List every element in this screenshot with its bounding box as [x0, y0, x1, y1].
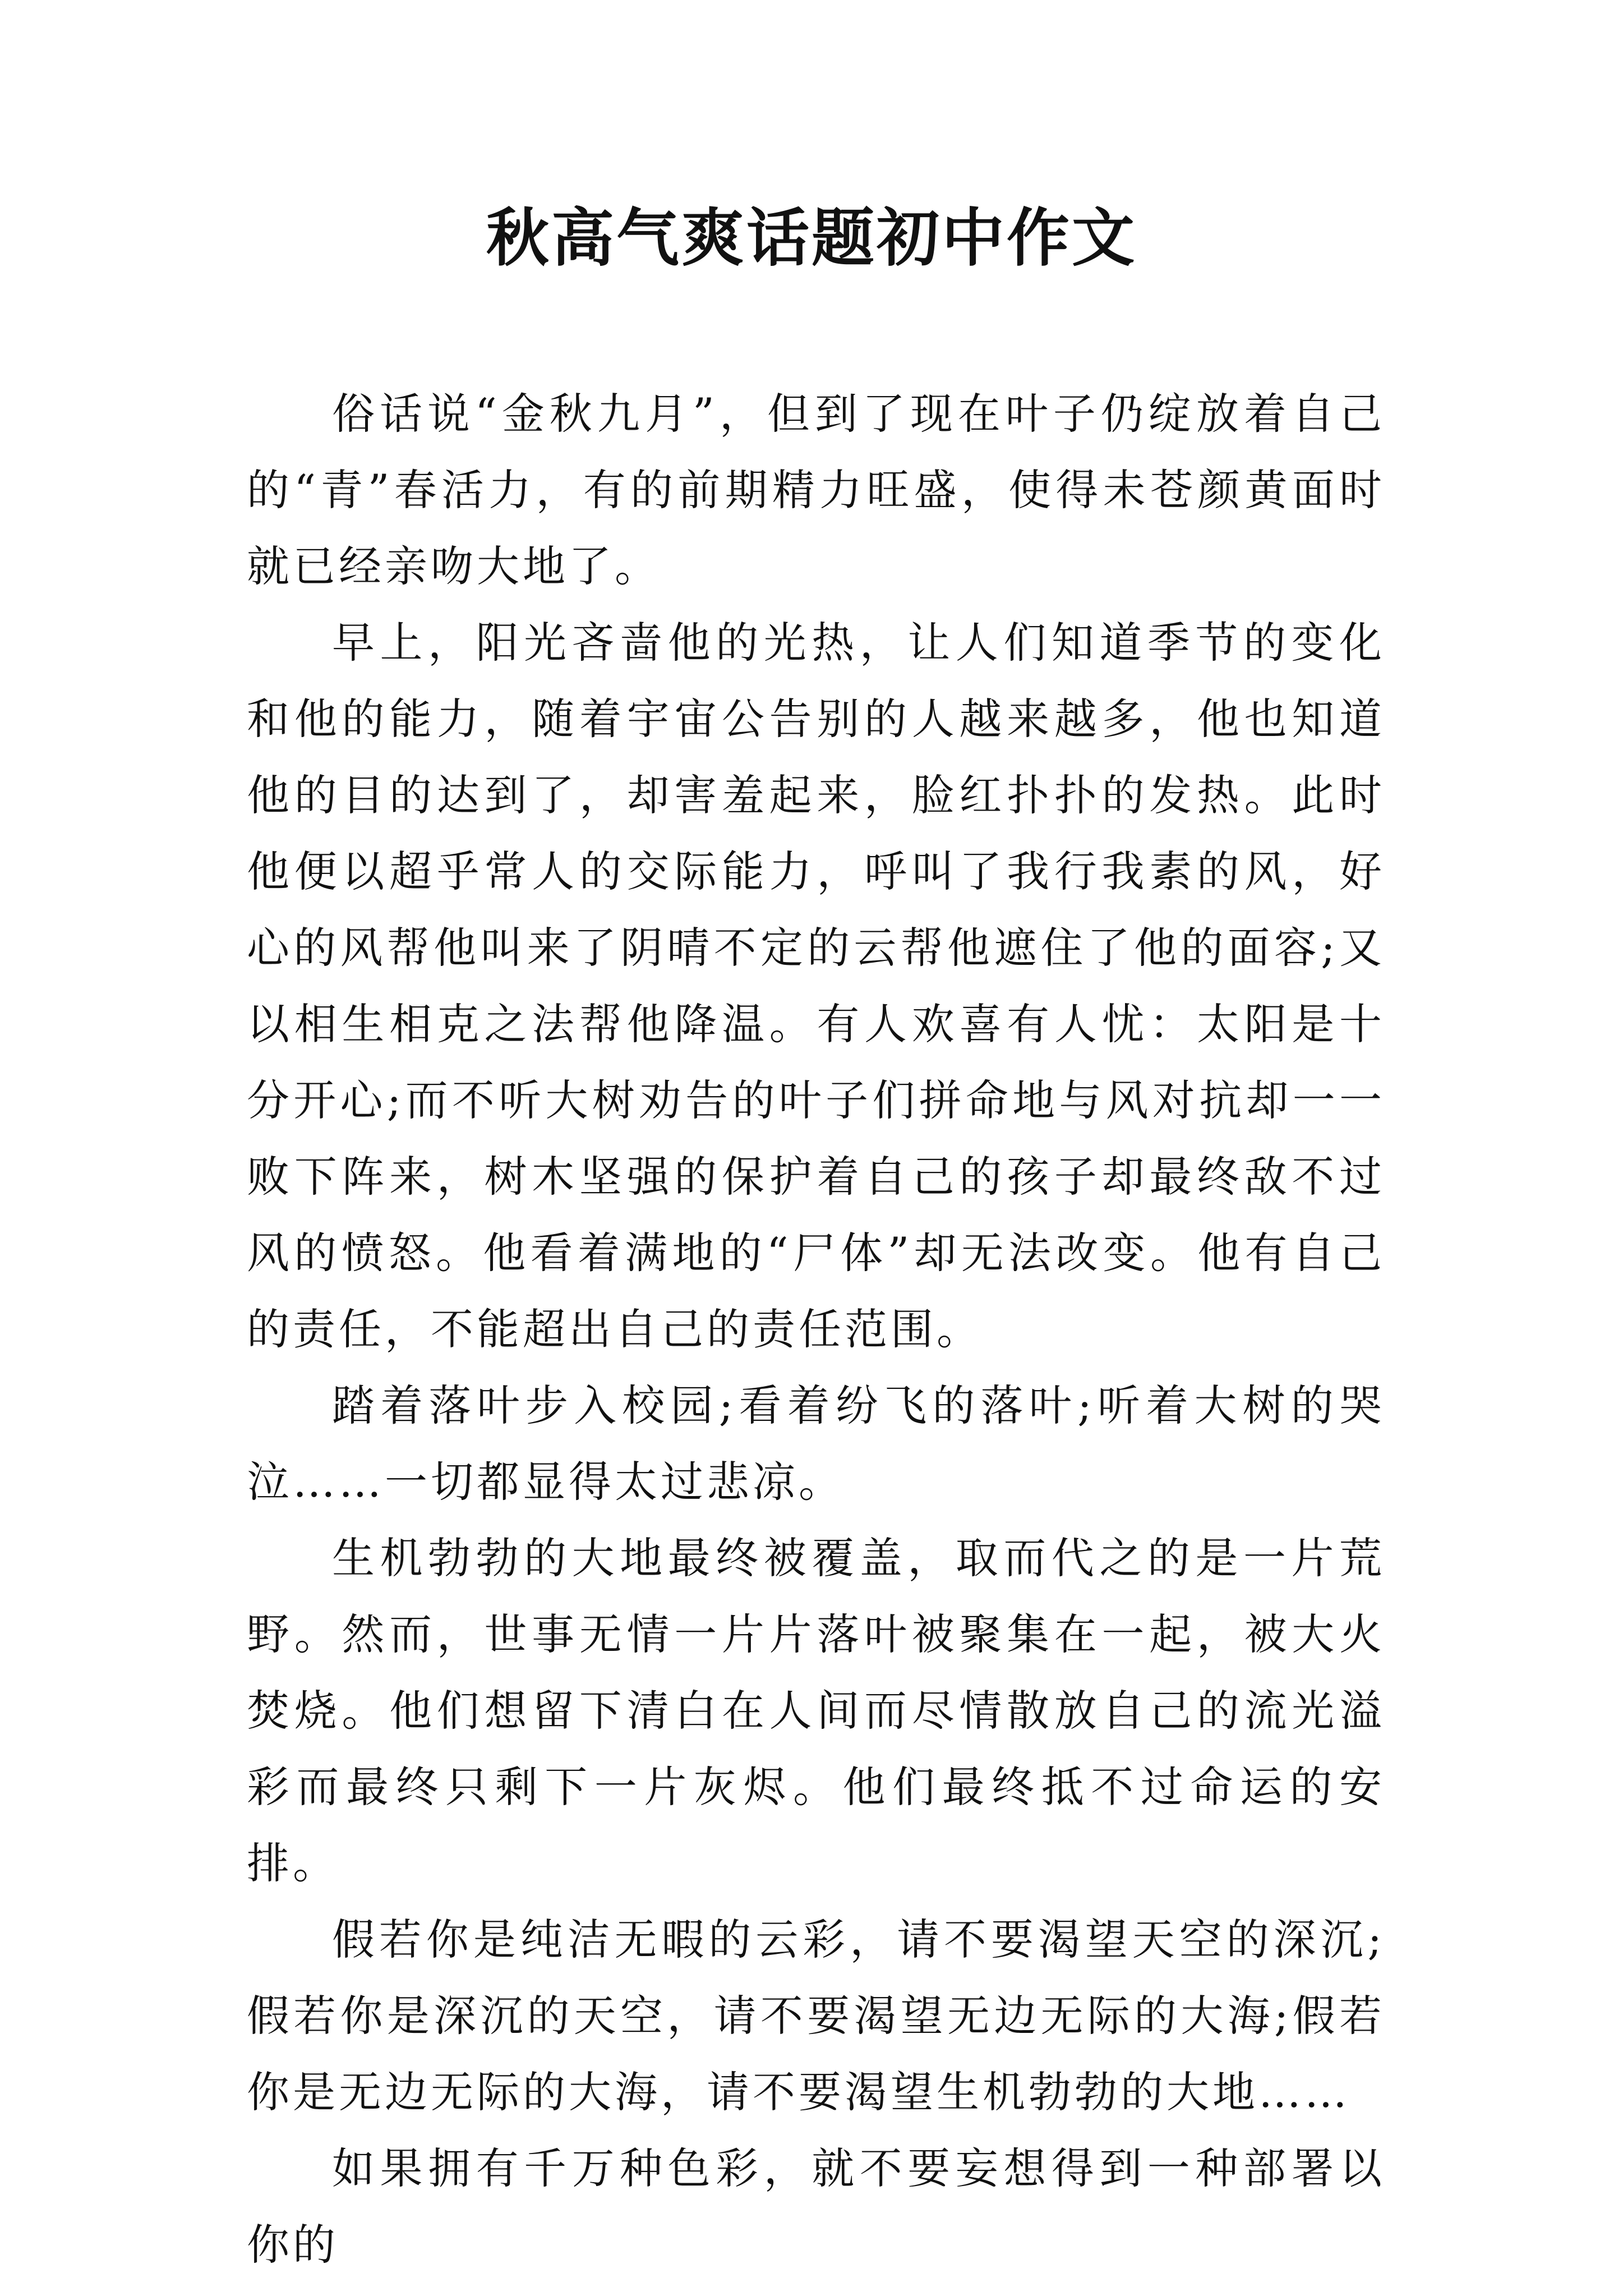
document-title: 秋高气爽话题初中作文 [486, 201, 1137, 275]
paragraph: 生机勃勃的大地最终被覆盖，取而代之的是一片荒野。然而，世事无情一片片落叶被聚集在一起，被大火焚烧。他们想留下清白在人间而尽情散放自己的流光溢彩而最终只剩下一片灰烬。他们最终抵不过命运的安排。 [247, 1533, 1385, 1888]
paragraph: 俗话说“金秋九月”，但到了现在叶子仍绽放着自己的“青”春活力，有的前期精力旺盛，使得未苍颜黄面时就已经亲吻大地了。 [247, 389, 1385, 591]
paragraph: 早上，阳光吝啬他的光热，让人们知道季节的变化和他的能力，随着宇宙公告别的人越来越多，他也知道他的目的达到了，却害羞起来，脸红扑扑的发热。此时他便以超乎常人的交际能力，呼叫了我行我素的风，好心的风帮他叫来了阴晴不定的云帮他遮住了他的面容;又以相生相克之法帮他降温。有人欢喜有人忧：太阳是十分开心;而不听大树劝告的叶子们拼命地与风对抗却一一败下阵来，树木坚强的保护着自己的孩子却最终敌不过风的愤怒。他看着满地的“尸体”却无法改变。他有自己的责任，不能超出自己的责任范围。 [247, 618, 1385, 1354]
paragraph: 假若你是纯洁无暇的云彩，请不要渴望天空的深沉;假若你是深沉的天空，请不要渴望无边无际的大海;假若你是无边无际的大海，请不要渴望生机勃勃的大地…… [247, 1915, 1385, 2117]
paragraph: 踏着落叶步入校园;看着纷飞的落叶;听着大树的哭泣……一切都显得太过悲凉。 [247, 1381, 1385, 1507]
paragraph: 如果拥有千万种色彩，就不要妄想得到一种部署以你的 [247, 2143, 1385, 2270]
document-body [247, 376, 1385, 2283]
